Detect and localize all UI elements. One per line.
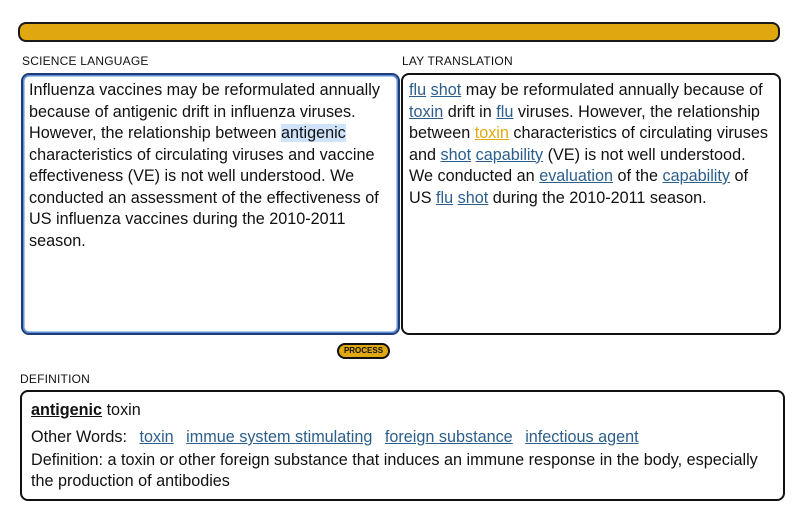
lay-translation-label: LAY TRANSLATION: [402, 54, 513, 68]
other-word-link[interactable]: toxin: [139, 428, 174, 446]
other-word-link[interactable]: infectious agent: [525, 428, 639, 446]
lay-text: may be reformulated annually because of: [461, 81, 763, 99]
header-bar: [18, 22, 780, 42]
lay-text: drift in: [443, 102, 497, 121]
definition-panel: [20, 390, 785, 501]
definition-text: Definition: a toxin or other foreign substance that induces an immune response in the body, especially the production of antibodies: [31, 451, 758, 490]
lay-term-link[interactable]: shot: [430, 81, 462, 99]
other-words-label: Other Words:: [31, 428, 127, 446]
science-language-label: SCIENCE LANGUAGE: [22, 54, 149, 68]
lay-term-link[interactable]: flu: [436, 188, 454, 207]
lay-text: of US: [409, 167, 748, 207]
other-word-link[interactable]: immue system stimulating: [186, 428, 373, 446]
definition-title: [31, 400, 774, 424]
lay-term-link[interactable]: evaluation: [539, 167, 613, 185]
lay-text: characteristics of circulating viruses and: [409, 124, 768, 164]
definition-word: antigenic: [31, 401, 103, 419]
lay-translation-output: [401, 73, 781, 335]
process-button[interactable]: PROCESS: [337, 343, 390, 359]
lay-text: (VE) is not well understood. We conducted an: [409, 145, 746, 185]
lay-term-link[interactable]: shot: [457, 188, 489, 207]
lay-text: of the: [613, 167, 663, 185]
science-text-before: Influenza vaccines may be reformulated annually because of antigenic drift in influenza viruses. However, the relationship between: [29, 81, 380, 142]
lay-term-link[interactable]: toxin: [409, 102, 444, 121]
other-words-row: [31, 424, 774, 450]
other-word-link[interactable]: foreign substance: [384, 428, 513, 446]
selected-term[interactable]: antigenic: [280, 124, 346, 142]
lay-term-link-selected[interactable]: toxin: [474, 124, 509, 142]
lay-text: during the 2010-2011 season.: [488, 188, 707, 207]
lay-term-link[interactable]: capability: [662, 167, 730, 185]
lay-term-link[interactable]: capability: [475, 145, 544, 164]
definition-translation: toxin: [106, 401, 141, 419]
lay-term-link[interactable]: flu: [409, 81, 427, 99]
definition-label: DEFINITION: [20, 372, 90, 386]
lay-term-link[interactable]: shot: [440, 145, 472, 164]
lay-term-link[interactable]: flu: [496, 102, 514, 121]
science-text-input[interactable]: [21, 73, 400, 335]
lay-text: viruses. However, the relationship between: [409, 102, 760, 142]
science-text-after: characteristics of circulating viruses and vaccine effectiveness (VE) is not well understood. We conducted an assessment of the effectiveness of US influenza vaccines during the 2010-2011 season.: [29, 145, 379, 250]
